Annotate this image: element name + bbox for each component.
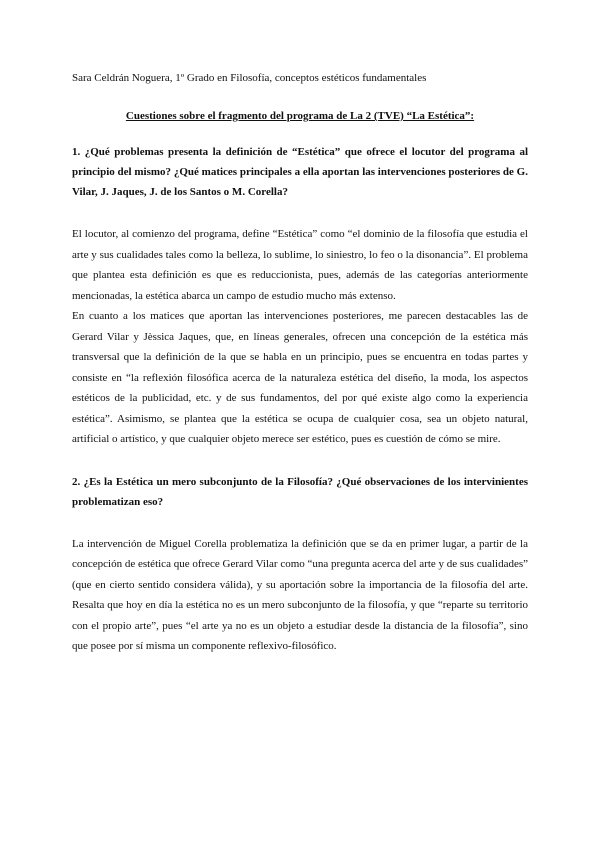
answer-2-paragraph-1: La intervención de Miguel Corella problematiza la definición que se da en primer lugar, a partir de la concepción de estética que ofrece Gerard Vilar como “una pregunta acerca del arte y de sus cualidades” (que en cierto sentido considera válida), y su aportación sobre la importancia de la filosofía del arte. Resalta que hoy en día la estética no es un mero subconjunto de la filosofía, y que “reparte su territorio con el propio arte”, pues “el arte ya no es un objeto a estudiar desde la distancia de la filosofía”, sino que posee por sí misma un componente reflexivo-filosófico. [72,537,529,652]
document-title: Cuestiones sobre el fragmento del programa de La 2 (TVE) “La Estética”: [125,110,475,122]
author-header: Sara Celdrán Noguera, 1º Grado en Filosofía, conceptos estéticos fundamentales [72,72,427,84]
question-1: 1. ¿Qué problemas presenta la definición de “Estética” que ofrece el locutor del programa al principio del mismo? ¿Qué matices principales a ella aportan las intervenciones posteriores de G. Vilar, J. Jaques, J. de los Santos o M. Corella? [72,146,528,198]
answer-1-paragraph-2: En cuanto a los matices que aportan las intervenciones posteriores, me parecen destacables las de Gerard Vilar y Jèssica Jaques, que, en líneas generales, ofrecen una concepción de la estética más transversal que la definición de la que se habla en un principio, pues se encuentra en todas partes y consiste en “la reflexión filosófica acerca de la naturaleza estética del diseño, la moda, los aspectos estéticos de la publicidad, etc. y de sus fundamentos, del por qué existe algo como la experiencia estética”. Asimismo, se plantea que la estética se ocupa de cualquier cosa, sea un objeto natural, artificial o artístico, y que cualquier objeto merece ser estético, pues es cuestión de cómo se mire. [72,310,528,445]
answer-1-paragraph-1: El locutor, al comienzo del programa, define “Estética” como “el dominio de la filosofía que estudia el arte y sus cualidades tales como la belleza, lo sublime, lo siniestro, lo feo o la disonancia”. El problema que plantea esta definición es que es reduccionista, pues, además de las categorías anteriormente mencionadas, la estética abarca un campo de estudio mucho más extenso. [72,228,528,302]
question-2: 2. ¿Es la Estética un mero subconjunto de la Filosofía? ¿Qué observaciones de los intervinientes problematizan eso? [72,475,528,508]
